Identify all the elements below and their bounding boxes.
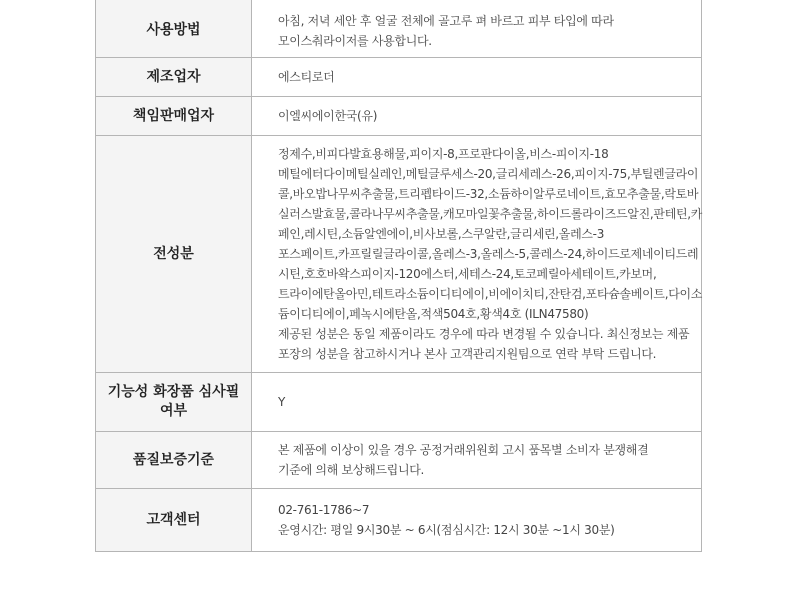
table-row <box>96 0 702 58</box>
table-row <box>96 489 702 552</box>
text-line: 시틴,호호바왁스피이지-120에스터,세테스-24,토코페릴아세테이트,카보머, <box>278 267 657 281</box>
text-line: 모이스춰라이저를 사용합니다. <box>278 34 432 48</box>
ingredients-value <box>252 136 702 373</box>
ingredients-label: 전성분 <box>96 136 252 373</box>
seller-value: 이엘씨에이한국(유) <box>252 97 702 136</box>
text-line: 페인,레시틴,소듐알엔에이,비사보롤,스쿠알란,글리세린,올레스-3 <box>278 227 605 241</box>
functional-value: Y <box>252 373 702 432</box>
label-line: 심사필여부 <box>159 384 240 419</box>
text-line: 포장의 성분을 참고하시거나 본사 고객관리지원팀으로 연락 부탁 드립니다. <box>278 347 657 361</box>
operating-hours: 운영시간: 평일 9시30분 ~ 6시(점심시간: 12시 30분 ~1시 30분) <box>278 523 615 537</box>
label-line: 기능성 화장품 <box>107 384 194 400</box>
text-line: 메틸에터다이메틸실레인,메틸글루세스-20,글리세레스-26,피이지-75,부틸렌글라이 <box>278 167 699 181</box>
table-row <box>96 58 702 97</box>
phone-number: 02-761-1786~7 <box>278 503 370 517</box>
usage-label: 사용방법 <box>96 0 252 58</box>
table-row <box>96 97 702 136</box>
text-line: 기준에 의해 보상해드립니다. <box>278 463 425 477</box>
text-line: 아침, 저녁 세안 후 얼굴 전체에 골고루 펴 바르고 피부 타입에 따라 <box>278 14 614 28</box>
table-row <box>96 373 702 432</box>
functional-label <box>96 373 252 432</box>
quality-value <box>252 432 702 489</box>
customer-center-label: 고객센터 <box>96 489 252 552</box>
text-line: 트라이에탄올아민,테트라소듐이디티에이,비에이치티,잔탄검,포타슘솔베이트,다이소 <box>278 287 703 301</box>
usage-value <box>252 0 702 58</box>
product-info-table <box>95 0 702 552</box>
text-line: 콜,바오밥나무씨추출물,트리펩타이드-32,소듐하이알루로네이트,효모추출물,락토바 <box>278 187 699 201</box>
seller-label: 책임판매업자 <box>96 97 252 136</box>
customer-center-value <box>252 489 702 552</box>
text-line: 포스페이트,카프릴릴글라이콜,올레스-3,올레스-5,콜레스-24,하이드로제네이티드레 <box>278 247 699 261</box>
manufacturer-label: 제조업자 <box>96 58 252 97</box>
quality-label: 품질보증기준 <box>96 432 252 489</box>
table-row <box>96 432 702 489</box>
text-line: 정제수,비피다발효용해물,피이지-8,프로판다이올,비스-피이지-18 <box>278 147 609 161</box>
text-line: 제공된 성분은 동일 제품이라도 경우에 따라 변경될 수 있습니다. 최신정보는 제품 <box>278 327 690 341</box>
table-row <box>96 136 702 373</box>
manufacturer-value: 에스티로더 <box>252 58 702 97</box>
text-line: 듐이디티에이,페녹시에탄올,적색504호,황색4호 (ILN47580) <box>278 307 589 321</box>
text-line: 본 제품에 이상이 있을 경우 공정거래위원회 고시 품목별 소비자 분쟁해결 <box>278 443 649 457</box>
text-line: 실러스발효물,콜라나무씨추출물,캐모마일꽃추출물,하이드롤라이즈드알진,판테틴,카 <box>278 207 703 221</box>
